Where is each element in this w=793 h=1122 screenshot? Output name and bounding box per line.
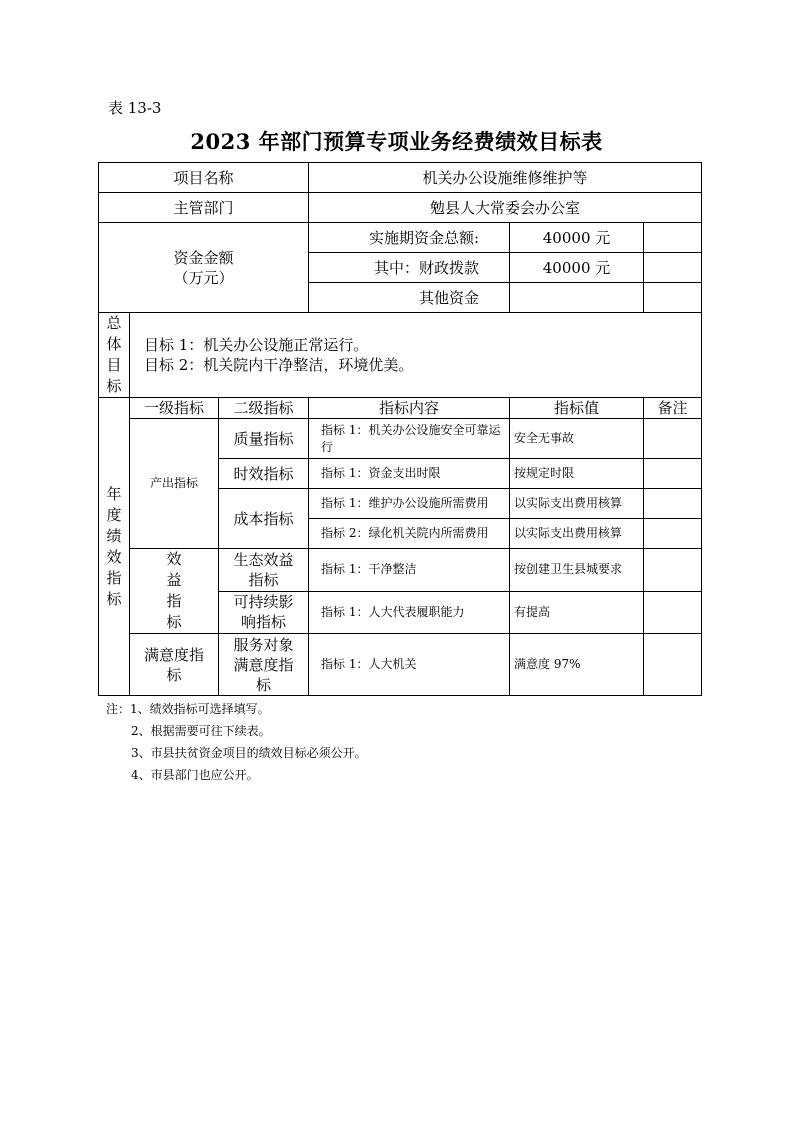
total-funds-blank — [644, 223, 702, 253]
header-content: 指标内容 — [309, 398, 510, 419]
performance-target-table — [98, 162, 702, 696]
department-value: 勉县人大常委会办公室 — [309, 193, 702, 223]
service-satisfaction-label: 服务对象 满意度指 标 — [219, 634, 309, 696]
project-name-value: 机关办公设施维修维护等 — [309, 163, 702, 193]
cost-remark-2 — [644, 519, 702, 549]
funds-label-line2: （万元） — [173, 268, 234, 287]
cost-value-1: 以实际支出费用核算 — [510, 489, 644, 519]
output-indicators-label: 产出指标 — [130, 419, 219, 549]
goal-2: 目标 2：机关院内干净整洁，环境优美。 — [144, 356, 414, 374]
table-number: 表 13-3 — [108, 99, 162, 117]
note-2: 2、根据需要可往下续表。 — [131, 724, 271, 738]
table-row — [99, 163, 702, 193]
header-level1: 一级指标 — [130, 398, 219, 419]
ecological-remark — [644, 549, 702, 592]
satisfaction-remark — [644, 634, 702, 696]
timeliness-content: 指标 1：资金支出时限 — [309, 459, 510, 489]
footnotes — [106, 698, 367, 786]
cost-remark-1 — [644, 489, 702, 519]
quality-value: 安全无事故 — [510, 419, 644, 459]
ecological-value: 按创建卫生县城要求 — [510, 549, 644, 592]
cost-content-1: 指标 1：维护办公设施所需费用 — [309, 489, 510, 519]
cost-indicator-label: 成本指标 — [219, 489, 309, 549]
department-label: 主管部门 — [99, 193, 309, 223]
header-remark: 备注 — [644, 398, 702, 419]
fiscal-funds-label: 其中：财政拨款 — [309, 253, 510, 283]
timeliness-indicator-label: 时效指标 — [219, 459, 309, 489]
header-level2: 二级指标 — [219, 398, 309, 419]
project-name-label: 项目名称 — [99, 163, 309, 193]
other-funds-value — [510, 283, 644, 313]
timeliness-value: 按规定时限 — [510, 459, 644, 489]
sustainability-content: 指标 1：人大代表履职能力 — [309, 591, 510, 634]
quality-remark — [644, 419, 702, 459]
total-funds-label: 实施期资金总额: — [309, 223, 510, 253]
satisfaction-content: 指标 1：人大机关 — [309, 634, 510, 696]
satisfaction-indicators-label: 满意度指 标 — [130, 634, 219, 696]
sustainability-value: 有提高 — [510, 591, 644, 634]
quality-content: 指标 1：机关办公设施安全可靠运行 — [309, 419, 510, 459]
table-row — [99, 419, 702, 459]
ecological-content: 指标 1：干净整洁 — [309, 549, 510, 592]
note-3: 3、市县扶贫资金项目的绩效目标必须公开。 — [131, 746, 367, 760]
timeliness-remark — [644, 459, 702, 489]
funds-label — [99, 223, 309, 313]
total-funds-value: 40000 元 — [510, 223, 644, 253]
sustainability-remark — [644, 591, 702, 634]
ecological-indicator-label: 生态效益 指标 — [219, 549, 309, 592]
fiscal-funds-blank — [644, 253, 702, 283]
sustainability-indicator-label: 可持续影 响指标 — [219, 591, 309, 634]
other-funds-blank — [644, 283, 702, 313]
annual-indicators-label: 年 度 绩 效 指 标 — [99, 398, 130, 696]
benefit-indicators-label: 效 益 指 标 — [130, 549, 219, 634]
funds-label-line1: 资金金额 — [173, 248, 234, 267]
document-title: 2023 年部门预算专项业务经费绩效目标表 — [190, 129, 603, 154]
note-4: 4、市县部门也应公开。 — [131, 768, 259, 782]
note-1: 注：1、绩效指标可选择填写。 — [106, 702, 270, 716]
other-funds-label: 其他资金 — [309, 283, 510, 313]
table-row — [99, 549, 702, 592]
overall-goals-text — [130, 313, 702, 398]
table-row — [99, 313, 702, 398]
header-value: 指标值 — [510, 398, 644, 419]
fiscal-funds-value: 40000 元 — [510, 253, 644, 283]
table-row — [99, 634, 702, 696]
table-row — [99, 223, 702, 253]
goal-1: 目标 1：机关办公设施正常运行。 — [144, 336, 369, 354]
table-row — [99, 398, 702, 419]
cost-value-2: 以实际支出费用核算 — [510, 519, 644, 549]
overall-goals-label: 总 体 目 标 — [99, 313, 130, 398]
table-row — [99, 193, 702, 223]
cost-content-2: 指标 2：绿化机关院内所需费用 — [309, 519, 510, 549]
quality-indicator-label: 质量指标 — [219, 419, 309, 459]
satisfaction-value: 满意度 97% — [510, 634, 644, 696]
